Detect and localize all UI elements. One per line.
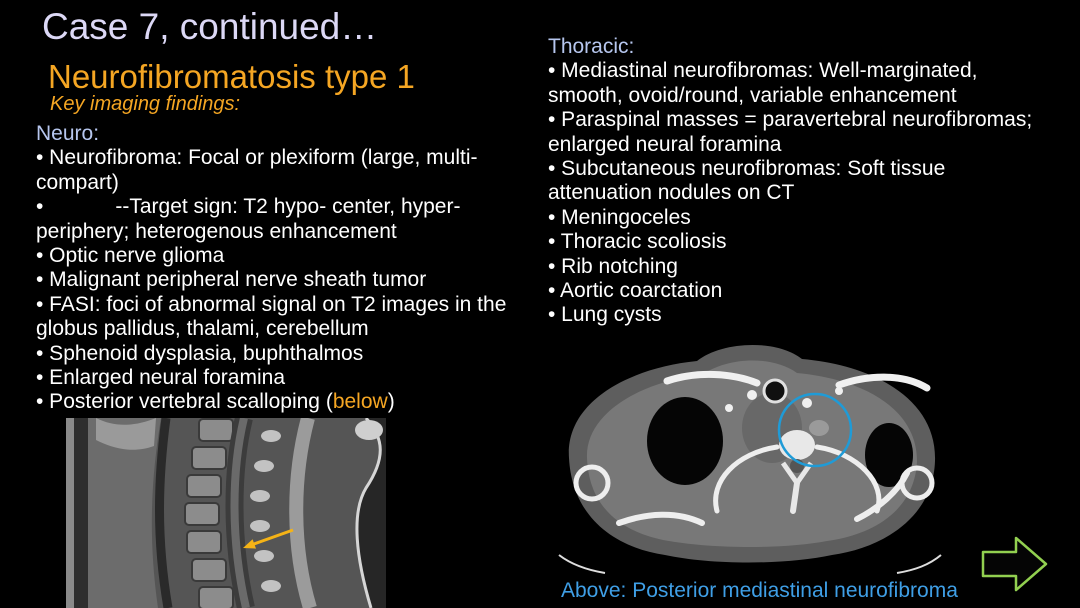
spinous-process	[793, 483, 797, 511]
highlight-text: below	[332, 390, 388, 414]
neuro-line-text: )	[387, 390, 395, 414]
vertebral-body	[199, 587, 233, 608]
neuro-line: • Neurofibroma: Focal or plexiform (large, multi-	[36, 146, 478, 170]
thoracic-line: • Meningoceles	[548, 205, 691, 229]
slide-title: Case 7, continued…	[42, 6, 378, 47]
thoracic-line: • Thoracic scoliosis	[548, 230, 727, 254]
thoracic-line: • Mediastinal neurofibromas: Well-marginated,	[548, 59, 978, 83]
paraspinal-lesion	[809, 420, 829, 436]
neuro-line: compart)	[36, 170, 119, 194]
vertebral-body	[199, 419, 233, 441]
neuro-line: globus pallidus, thalami, cerebellum	[36, 317, 369, 341]
thoracic-line: • Paraspinal masses = paravertebral neurofibromas;	[548, 108, 1033, 132]
bullet: •	[36, 195, 44, 219]
thoracic-line: attenuation nodules on CT	[548, 181, 795, 205]
neuro-line	[36, 390, 506, 414]
right-arrow-icon[interactable]	[983, 538, 1046, 590]
thoracic-line: • Subcutaneous neurofibromas: Soft tissue	[548, 156, 946, 180]
lamina	[250, 520, 270, 532]
left-lung-apex	[647, 397, 723, 485]
thoracic-heading: Thoracic:	[548, 35, 635, 58]
lamina	[261, 430, 281, 442]
slide-subtitle: Neurofibromatosis type 1	[48, 58, 415, 95]
anterior-edge	[66, 418, 74, 608]
lamina	[254, 550, 274, 562]
vertebral-body	[185, 503, 219, 525]
vessel	[725, 404, 733, 412]
neuro-line: • Optic nerve glioma	[36, 243, 225, 267]
neuro-findings	[36, 122, 506, 415]
thoracic-findings	[548, 35, 1032, 328]
neuro-line-text: --Target sign: T2 hypo- center, hyper-	[115, 195, 461, 219]
trachea	[764, 380, 786, 402]
lamina	[254, 460, 274, 472]
neuro-line: periphery; heterogenous enhancement	[36, 219, 397, 243]
anterior-dark-band	[74, 418, 88, 608]
vessel	[747, 390, 757, 400]
neuro-line-text: • Posterior vertebral scalloping (	[36, 390, 333, 414]
sagittal-mri-image	[66, 418, 386, 608]
vertebral-body	[192, 447, 226, 469]
axial-ct-image	[557, 333, 942, 578]
thoracic-line: smooth, ovoid/round, variable enhancement	[548, 83, 957, 107]
neuro-line: • Sphenoid dysplasia, buphthalmos	[36, 341, 364, 365]
occiput	[355, 420, 383, 440]
neuro-line: • FASI: foci of abnormal signal on T2 images in the	[36, 292, 507, 316]
vertebral-body	[192, 559, 226, 581]
vertebral-body	[187, 475, 221, 497]
slide-subheading: Key imaging findings:	[50, 93, 241, 115]
neuro-line: • Enlarged neural foramina	[36, 365, 285, 389]
lamina	[261, 580, 281, 592]
neuro-line	[36, 195, 506, 219]
next-slide-button[interactable]	[978, 532, 1050, 594]
neuro-line: • Malignant peripheral nerve sheath tumor	[36, 268, 427, 292]
vertebral-body	[187, 531, 221, 553]
thoracic-line: • Rib notching	[548, 254, 678, 278]
lamina	[250, 490, 270, 502]
vertebral-body	[779, 430, 815, 460]
vessel	[802, 398, 812, 408]
neuro-heading: Neuro:	[36, 122, 100, 145]
thoracic-line: enlarged neural foramina	[548, 132, 782, 156]
thoracic-line: • Aortic coarctation	[548, 278, 723, 302]
thoracic-line: • Lung cysts	[548, 303, 662, 327]
image-caption: Above: Posterior mediastinal neurofibroma	[561, 579, 958, 602]
